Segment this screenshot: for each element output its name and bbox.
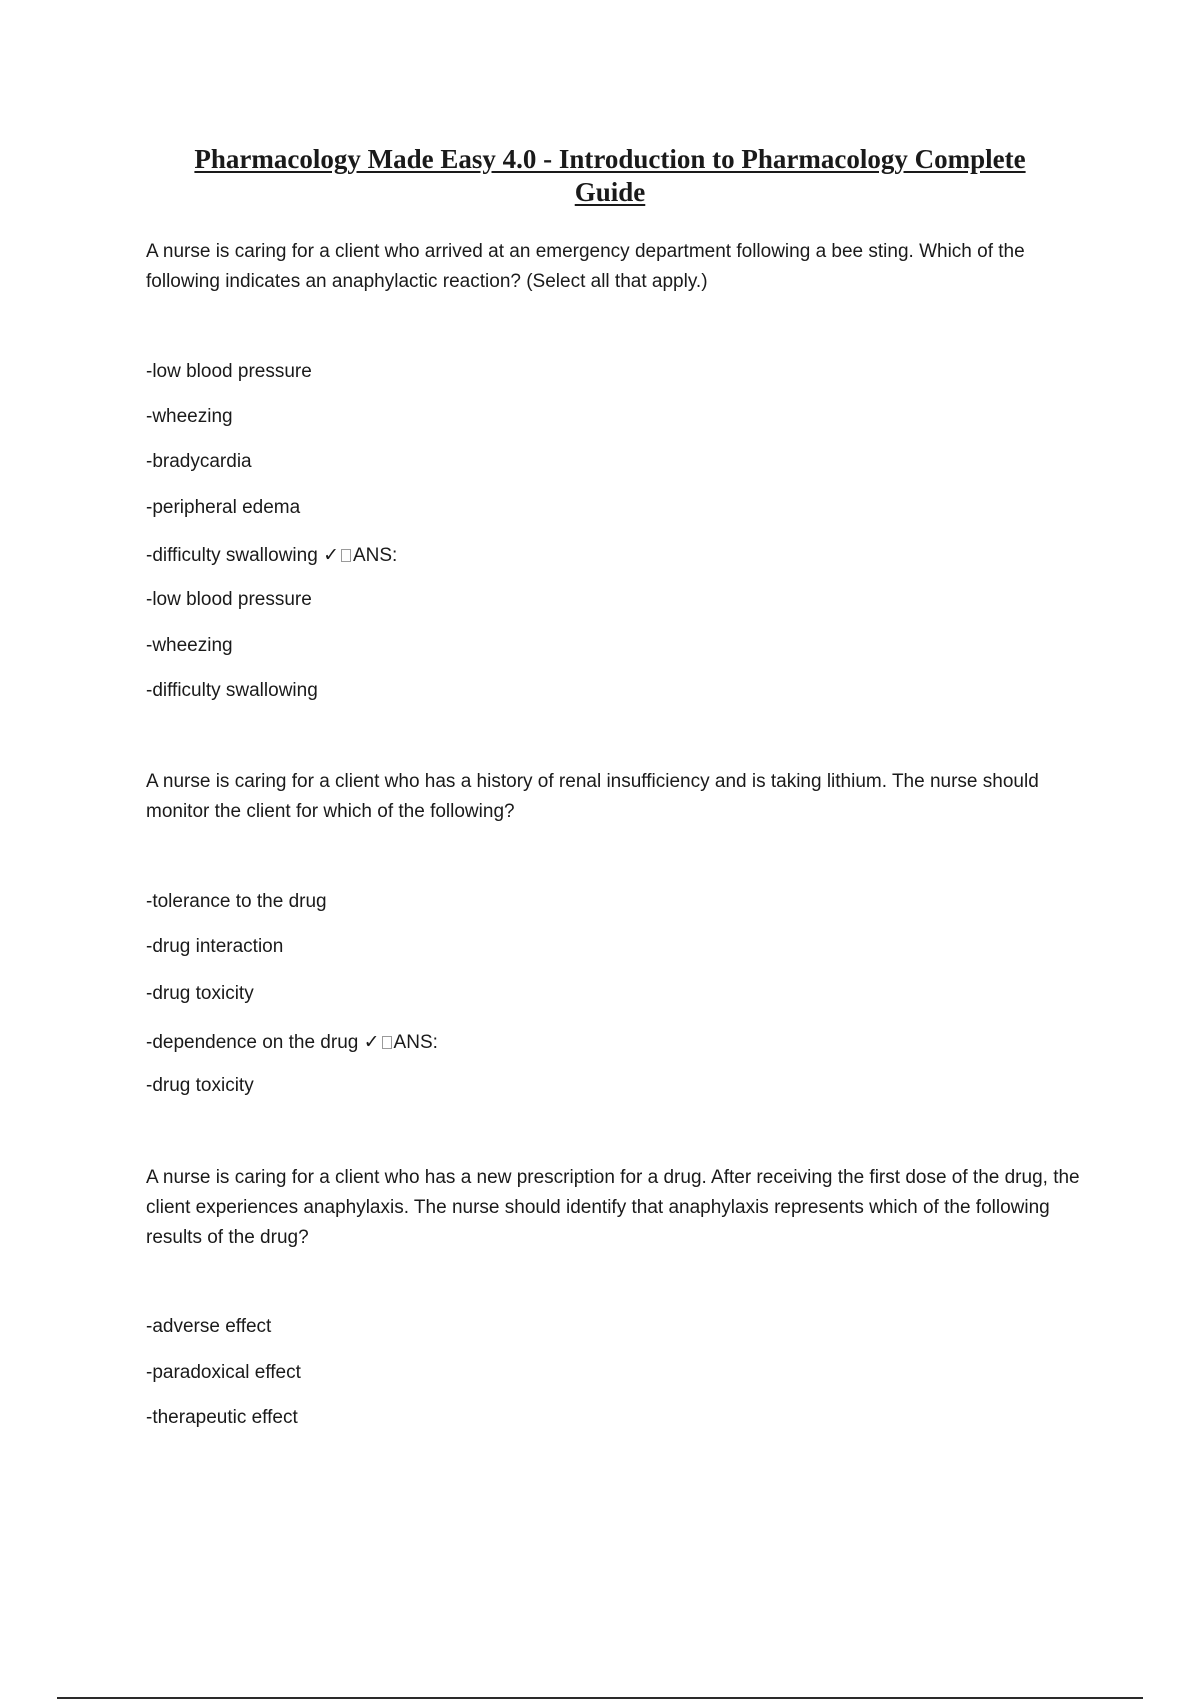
question-2-stem: A nurse is caring for a client who has a history of renal insufficiency and is taking lithium. The nurse should monitor the client for which of the following? [146, 771, 1039, 822]
question-3-option: -therapeutic effect [146, 1407, 298, 1428]
question-2-answer: -drug toxicity [146, 1075, 254, 1096]
answer-marker [364, 1032, 438, 1053]
question-2-option: -tolerance to the drug [146, 891, 327, 912]
question-2-option-text: -dependence on the drug [146, 1032, 359, 1053]
question-3-option: -adverse effect [146, 1316, 272, 1337]
question-3-stem: A nurse is caring for a client who has a new prescription for a drug. After receiving the first dose of the drug, the client experiences anaphylaxis. The nurse should identify that anaphylaxis represents which of the following results of the drug? [146, 1167, 1080, 1248]
question-1-option: -peripheral edema [146, 497, 301, 518]
question-2-option: -drug toxicity [146, 983, 254, 1004]
question-2-option: -drug interaction [146, 936, 284, 957]
question-1-answer: -difficulty swallowing [146, 680, 318, 701]
question-1-option: -wheezing [146, 406, 233, 427]
missing-glyph-box-icon [382, 1036, 392, 1049]
question-3-option: -paradoxical effect [146, 1362, 301, 1383]
document-title: Pharmacology Made Easy 4.0 - Introduction to Pharmacology Complete Guide [194, 144, 1026, 207]
question-1-option: -low blood pressure [146, 361, 312, 382]
question-1-option: -bradycardia [146, 451, 252, 472]
question-1-option-with-answer-marker [146, 543, 1086, 568]
footer-rule [57, 1697, 1143, 1699]
question-2-option-with-answer-marker [146, 1030, 1086, 1055]
answer-marker [323, 545, 397, 566]
checkmark-icon: ✓ [323, 544, 339, 566]
answer-label: ANS: [393, 1032, 438, 1053]
question-1-option-text: -difficulty swallowing [146, 545, 318, 566]
answer-label: ANS: [352, 545, 398, 566]
question-1-answer: -low blood pressure [146, 589, 312, 610]
question-1-answer: -wheezing [146, 635, 233, 656]
checkmark-icon: ✓ [363, 1031, 380, 1053]
missing-glyph-box-icon [341, 549, 351, 562]
question-1-stem: A nurse is caring for a client who arrived at an emergency department following a bee sting. Which of the following indicates an anaphylactic reaction? (Select all that apply.) [146, 241, 1025, 292]
